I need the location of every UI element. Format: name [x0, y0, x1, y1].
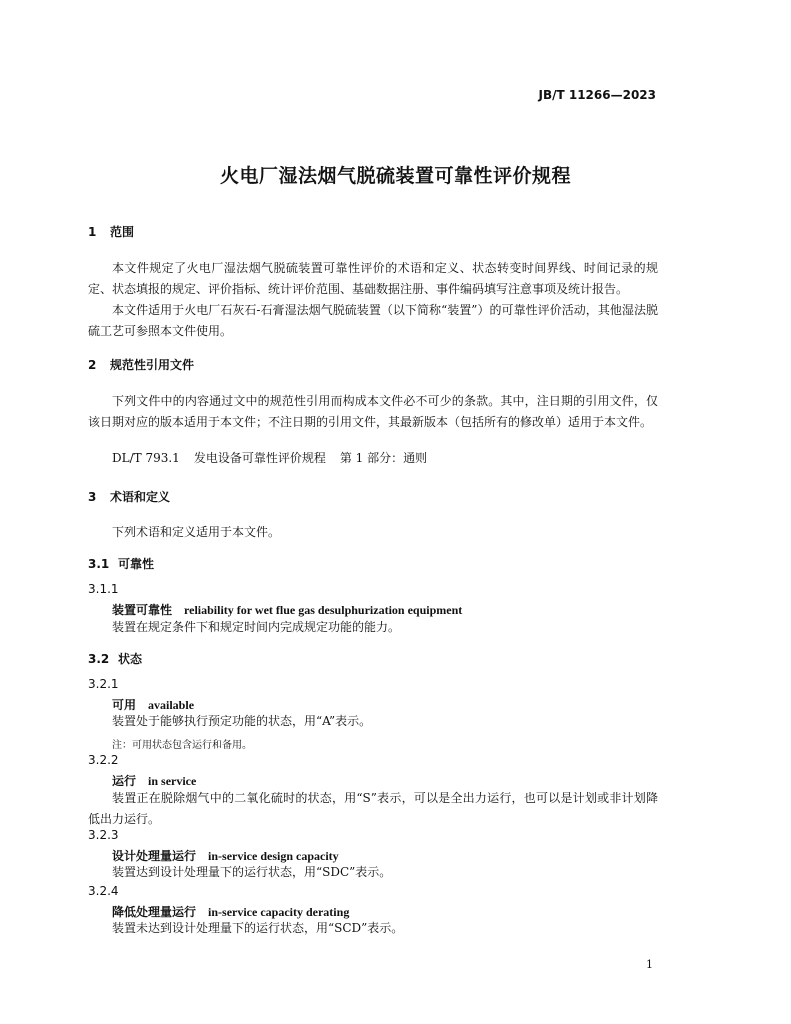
section-3-heading — [88, 488, 170, 505]
section-title: 术语和定义 — [110, 490, 171, 504]
section-2-heading — [88, 356, 194, 373]
subsection-3-2-heading — [88, 650, 142, 667]
term-3-2-4-definition: 装置未达到设计处理量下的运行状态，用“SCD”表示。 — [112, 921, 404, 935]
section-number: 2 — [88, 358, 97, 372]
section-number: 1 — [88, 225, 97, 239]
term-zh: 装置可靠性 — [112, 603, 173, 617]
section-number: 3 — [88, 490, 97, 504]
section-2-paragraph-1: 下列文件中的内容通过文中的规范性引用而构成本文件必不可少的条款。其中，注日期的引用文件，仅该日期对应的版本适用于本文件；不注日期的引用文件，其最新版本（包括所有的修改单）适用于本文件。 — [88, 394, 658, 429]
term-zh: 可用 — [112, 698, 137, 712]
term-zh: 运行 — [112, 774, 137, 788]
reference-code: DL/T 793.1 — [112, 451, 180, 465]
term-3-2-1-note: 注：可用状态包含运行和备用。 — [112, 740, 252, 751]
term-3-2-1-number: 3.2.1 — [88, 677, 119, 691]
subsection-title: 可靠性 — [118, 557, 155, 571]
subsection-title: 状态 — [118, 652, 143, 666]
section-1-paragraph-2: 本文件适用于火电厂石灰石-石膏湿法烟气脱硫装置（以下简称“装置”）的可靠性评价活动，其他湿法脱硫工艺可参照本文件使用。 — [88, 303, 658, 338]
document-title: 火电厂湿法烟气脱硫装置可靠性评价规程 — [219, 165, 571, 187]
reference-part: 第 1 部分：通则 — [339, 451, 428, 465]
term-3-2-2-definition: 装置正在脱除烟气中的二氧化硫时的状态，用“S”表示，可以是全出力运行，也可以是计划或非计划降低出力运行。 — [88, 791, 658, 826]
page-number: 1 — [646, 958, 653, 971]
term-en: in-service capacity derating — [208, 905, 350, 919]
term-3-1-1-definition: 装置在规定条件下和规定时间内完成规定功能的能力。 — [112, 620, 401, 634]
term-3-2-3-definition: 装置达到设计处理量下的运行状态，用“SDC”表示。 — [112, 865, 392, 879]
term-en: reliability for wet flue gas desulphurization equipment — [184, 603, 463, 617]
term-3-2-3-number: 3.2.3 — [88, 828, 119, 842]
term-zh: 设计处理量运行 — [112, 849, 197, 863]
term-3-2-2 — [112, 772, 196, 789]
term-en: in-service design capacity — [208, 849, 339, 863]
subsection-3-1-heading — [88, 555, 154, 572]
section-1-heading — [88, 223, 134, 240]
term-en: in service — [148, 774, 197, 788]
term-3-2-1-definition: 装置处于能够执行预定功能的状态，用“A”表示。 — [112, 714, 372, 728]
document-code: JB/T 11266—2023 — [538, 88, 656, 102]
section-title: 范围 — [110, 225, 135, 239]
term-zh: 降低处理量运行 — [112, 905, 197, 919]
term-3-2-2-number: 3.2.2 — [88, 753, 119, 767]
normative-reference — [112, 449, 441, 466]
subsection-number: 3.1 — [88, 557, 110, 571]
section-3-intro: 下列术语和定义适用于本文件。 — [112, 525, 281, 539]
term-3-2-4-number: 3.2.4 — [88, 884, 119, 898]
term-en: available — [148, 698, 195, 712]
reference-title: 发电设备可靠性评价规程 — [193, 451, 326, 465]
term-3-1-1 — [112, 601, 462, 618]
section-1-paragraph-1: 本文件规定了火电厂湿法烟气脱硫装置可靠性评价的术语和定义、状态转变时间界线、时间记录的规定、状态填报的规定、评价指标、统计评价范围、基础数据注册、事件编码填写注意事项及统计报告。 — [88, 261, 658, 296]
subsection-number: 3.2 — [88, 652, 110, 666]
section-title: 规范性引用文件 — [110, 358, 195, 372]
term-3-1-1-number: 3.1.1 — [88, 582, 119, 596]
